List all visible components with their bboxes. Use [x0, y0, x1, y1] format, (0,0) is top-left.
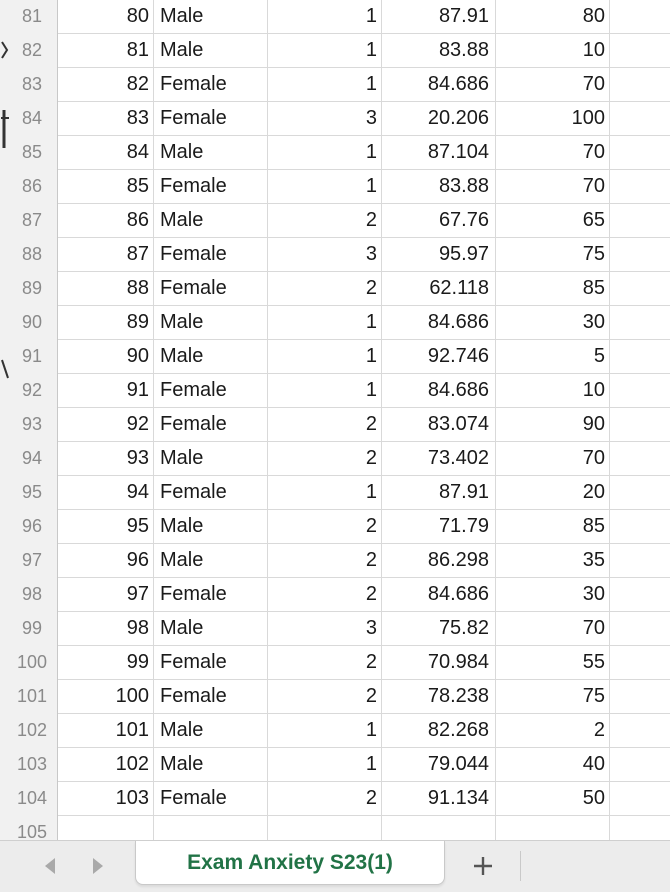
- table-row: [0, 0, 670, 34]
- row-header[interactable]: 83: [0, 68, 58, 102]
- cell-score[interactable]: 79.044: [382, 748, 496, 782]
- cell-rank[interactable]: 3: [268, 102, 382, 136]
- cell-score[interactable]: 84.686: [382, 578, 496, 612]
- cell-score[interactable]: 92.746: [382, 340, 496, 374]
- cell-score[interactable]: 78.238: [382, 680, 496, 714]
- cell-id[interactable]: 81: [58, 34, 154, 68]
- cell-empty[interactable]: [610, 680, 670, 714]
- cell-id[interactable]: 92: [58, 408, 154, 442]
- row-header[interactable]: 103: [0, 748, 58, 782]
- cell-gender[interactable]: Male: [154, 340, 268, 374]
- table-row: [0, 68, 670, 102]
- cell-id[interactable]: 88: [58, 272, 154, 306]
- cell-empty[interactable]: [610, 68, 670, 102]
- cell-empty[interactable]: [610, 442, 670, 476]
- row-header[interactable]: 99: [0, 612, 58, 646]
- cell-anxiety[interactable]: 5: [496, 340, 610, 374]
- cell-empty[interactable]: [610, 646, 670, 680]
- cell-empty[interactable]: [610, 510, 670, 544]
- cell-gender[interactable]: Female: [154, 408, 268, 442]
- table-row: [0, 34, 670, 68]
- cell-gender[interactable]: Female: [154, 646, 268, 680]
- table-row: [0, 340, 670, 374]
- cell-anxiety[interactable]: 70: [496, 612, 610, 646]
- cell-rank[interactable]: 1: [268, 170, 382, 204]
- cell-anxiety[interactable]: 10: [496, 34, 610, 68]
- cell-id[interactable]: 93: [58, 442, 154, 476]
- cell-gender[interactable]: Male: [154, 714, 268, 748]
- cell-empty[interactable]: [610, 204, 670, 238]
- cell-rank[interactable]: 1: [268, 34, 382, 68]
- row-header[interactable]: 105: [0, 816, 58, 840]
- cell-id[interactable]: 90: [58, 340, 154, 374]
- cell-anxiety[interactable]: 55: [496, 646, 610, 680]
- table-row: [0, 612, 670, 646]
- cell-empty[interactable]: [610, 782, 670, 816]
- cell-empty[interactable]: [610, 340, 670, 374]
- plus-icon[interactable]: [468, 851, 498, 881]
- cell-gender[interactable]: Female: [154, 272, 268, 306]
- cell-score[interactable]: 20.206: [382, 102, 496, 136]
- cell-empty[interactable]: [610, 374, 670, 408]
- table-row: [0, 680, 670, 714]
- cell-rank[interactable]: 3: [268, 612, 382, 646]
- cell-anxiety[interactable]: 75: [496, 680, 610, 714]
- cell-gender[interactable]: Female: [154, 578, 268, 612]
- cell-empty[interactable]: [610, 714, 670, 748]
- cell-gender[interactable]: [154, 816, 268, 840]
- cell-anxiety[interactable]: 20: [496, 476, 610, 510]
- cell-empty[interactable]: [610, 170, 670, 204]
- cell-anxiety[interactable]: 85: [496, 510, 610, 544]
- cell-gender[interactable]: Female: [154, 374, 268, 408]
- cell-gender[interactable]: Female: [154, 680, 268, 714]
- row-header[interactable]: 81: [0, 0, 58, 34]
- table-row: [0, 306, 670, 340]
- cell-anxiety[interactable]: 2: [496, 714, 610, 748]
- cell-anxiety[interactable]: 30: [496, 306, 610, 340]
- cell-id[interactable]: 82: [58, 68, 154, 102]
- table-row: [0, 408, 670, 442]
- cell-anxiety[interactable]: 35: [496, 544, 610, 578]
- row-header[interactable]: 88: [0, 238, 58, 272]
- cell-id[interactable]: 97: [58, 578, 154, 612]
- row-header[interactable]: 97: [0, 544, 58, 578]
- cell-anxiety[interactable]: 50: [496, 782, 610, 816]
- table-row: [0, 544, 670, 578]
- cell-rank[interactable]: 1: [268, 748, 382, 782]
- triangle-left-icon[interactable]: [38, 854, 62, 878]
- cell-score[interactable]: 87.104: [382, 136, 496, 170]
- cell-rank[interactable]: 1: [268, 340, 382, 374]
- triangle-right-icon[interactable]: [86, 854, 110, 878]
- cell-score[interactable]: 75.82: [382, 612, 496, 646]
- table-row: [0, 510, 670, 544]
- table-row: [0, 578, 670, 612]
- row-header[interactable]: 90: [0, 306, 58, 340]
- cell-id[interactable]: 102: [58, 748, 154, 782]
- cell-empty[interactable]: [610, 238, 670, 272]
- row-header[interactable]: 85: [0, 136, 58, 170]
- cell-score[interactable]: 70.984: [382, 646, 496, 680]
- cell-gender[interactable]: Female: [154, 782, 268, 816]
- cell-anxiety[interactable]: 65: [496, 204, 610, 238]
- cell-gender[interactable]: Male: [154, 510, 268, 544]
- sheet-tab-active[interactable]: Exam Anxiety S23(1): [135, 841, 445, 885]
- cell-empty[interactable]: [610, 544, 670, 578]
- cell-gender[interactable]: Female: [154, 476, 268, 510]
- cell-gender[interactable]: Female: [154, 102, 268, 136]
- cell-rank[interactable]: 2: [268, 442, 382, 476]
- table-row: [0, 476, 670, 510]
- table-row: [0, 136, 670, 170]
- cell-id[interactable]: 101: [58, 714, 154, 748]
- table-row: [0, 102, 670, 136]
- cell-anxiety[interactable]: 75: [496, 238, 610, 272]
- table-row: [0, 782, 670, 816]
- row-header[interactable]: 89: [0, 272, 58, 306]
- cell-id[interactable]: 83: [58, 102, 154, 136]
- cell-empty[interactable]: [610, 34, 670, 68]
- cell-anxiety[interactable]: 10: [496, 374, 610, 408]
- cell-score[interactable]: 84.686: [382, 306, 496, 340]
- cell-empty[interactable]: [610, 476, 670, 510]
- cell-score[interactable]: 84.686: [382, 374, 496, 408]
- cell-rank[interactable]: 1: [268, 714, 382, 748]
- cell-rank[interactable]: 2: [268, 578, 382, 612]
- cell-anxiety[interactable]: 100: [496, 102, 610, 136]
- table-row: [0, 272, 670, 306]
- cell-anxiety[interactable]: 70: [496, 68, 610, 102]
- table-row: [0, 204, 670, 238]
- cell-rank[interactable]: 1: [268, 476, 382, 510]
- cell-rank[interactable]: 2: [268, 204, 382, 238]
- cell-rank[interactable]: 1: [268, 0, 382, 34]
- row-header[interactable]: 96: [0, 510, 58, 544]
- table-row: [0, 238, 670, 272]
- row-header[interactable]: 98: [0, 578, 58, 612]
- cell-rank[interactable]: 1: [268, 306, 382, 340]
- cell-id[interactable]: 95: [58, 510, 154, 544]
- cell-score[interactable]: 87.91: [382, 0, 496, 34]
- cell-gender[interactable]: Female: [154, 68, 268, 102]
- cell-anxiety[interactable]: [496, 816, 610, 840]
- cell-empty[interactable]: [610, 306, 670, 340]
- cell-id[interactable]: 103: [58, 782, 154, 816]
- cell-empty[interactable]: [610, 408, 670, 442]
- cell-anxiety[interactable]: 80: [496, 0, 610, 34]
- cell-score[interactable]: 73.402: [382, 442, 496, 476]
- row-header[interactable]: 93: [0, 408, 58, 442]
- table-row: [0, 816, 670, 840]
- cell-empty[interactable]: [610, 612, 670, 646]
- cell-empty[interactable]: [610, 272, 670, 306]
- cell-score[interactable]: 84.686: [382, 68, 496, 102]
- cell-rank[interactable]: 2: [268, 544, 382, 578]
- cell-score[interactable]: 86.298: [382, 544, 496, 578]
- cell-gender[interactable]: Female: [154, 170, 268, 204]
- cell-gender[interactable]: Male: [154, 34, 268, 68]
- cell-id[interactable]: 80: [58, 0, 154, 34]
- cell-gender[interactable]: Male: [154, 136, 268, 170]
- cell-rank[interactable]: 2: [268, 646, 382, 680]
- cell-gender[interactable]: Female: [154, 238, 268, 272]
- cell-gender[interactable]: Male: [154, 442, 268, 476]
- cell-id[interactable]: 99: [58, 646, 154, 680]
- cell-score[interactable]: 87.91: [382, 476, 496, 510]
- cell-rank[interactable]: 2: [268, 680, 382, 714]
- row-header[interactable]: 94: [0, 442, 58, 476]
- cell-score[interactable]: [382, 816, 496, 840]
- row-header[interactable]: 92: [0, 374, 58, 408]
- cell-empty[interactable]: [610, 136, 670, 170]
- cell-id[interactable]: 98: [58, 612, 154, 646]
- row-header[interactable]: 82: [0, 34, 58, 68]
- row-header[interactable]: 87: [0, 204, 58, 238]
- cell-score[interactable]: 83.88: [382, 34, 496, 68]
- cell-gender[interactable]: Male: [154, 0, 268, 34]
- cell-rank[interactable]: 1: [268, 136, 382, 170]
- cell-rank[interactable]: 1: [268, 68, 382, 102]
- table-row: [0, 646, 670, 680]
- cell-anxiety[interactable]: 70: [496, 136, 610, 170]
- row-header[interactable]: 104: [0, 782, 58, 816]
- cell-id[interactable]: 89: [58, 306, 154, 340]
- row-header[interactable]: 91: [0, 340, 58, 374]
- cell-anxiety[interactable]: 70: [496, 170, 610, 204]
- cell-empty[interactable]: [610, 102, 670, 136]
- cell-id[interactable]: 85: [58, 170, 154, 204]
- cell-anxiety[interactable]: 40: [496, 748, 610, 782]
- cell-id[interactable]: 96: [58, 544, 154, 578]
- cell-rank[interactable]: 2: [268, 408, 382, 442]
- cell-id[interactable]: 91: [58, 374, 154, 408]
- cell-id[interactable]: 86: [58, 204, 154, 238]
- cell-rank[interactable]: 2: [268, 510, 382, 544]
- table-row: [0, 748, 670, 782]
- cell-empty[interactable]: [610, 0, 670, 34]
- cell-gender[interactable]: Male: [154, 544, 268, 578]
- cell-empty[interactable]: [610, 816, 670, 840]
- cell-id[interactable]: 84: [58, 136, 154, 170]
- cell-score[interactable]: 95.97: [382, 238, 496, 272]
- cell-empty[interactable]: [610, 578, 670, 612]
- row-header[interactable]: 84: [0, 102, 58, 136]
- cell-empty[interactable]: [610, 748, 670, 782]
- cell-score[interactable]: 62.118: [382, 272, 496, 306]
- cell-anxiety[interactable]: 30: [496, 578, 610, 612]
- table-row: [0, 374, 670, 408]
- row-header[interactable]: 101: [0, 680, 58, 714]
- cell-score[interactable]: 67.76: [382, 204, 496, 238]
- cell-anxiety[interactable]: 70: [496, 442, 610, 476]
- cell-score[interactable]: 83.074: [382, 408, 496, 442]
- row-header[interactable]: 95: [0, 476, 58, 510]
- sheet-tab-bar: [0, 840, 670, 892]
- row-header[interactable]: 86: [0, 170, 58, 204]
- cell-rank[interactable]: 2: [268, 782, 382, 816]
- table-row: [0, 442, 670, 476]
- row-header[interactable]: 102: [0, 714, 58, 748]
- cell-score[interactable]: 71.79: [382, 510, 496, 544]
- cell-rank[interactable]: 1: [268, 374, 382, 408]
- cell-anxiety[interactable]: 90: [496, 408, 610, 442]
- cell-gender[interactable]: Male: [154, 612, 268, 646]
- cell-rank[interactable]: 2: [268, 272, 382, 306]
- cell-gender[interactable]: Male: [154, 748, 268, 782]
- cell-score[interactable]: 82.268: [382, 714, 496, 748]
- row-header[interactable]: 100: [0, 646, 58, 680]
- cell-rank[interactable]: 3: [268, 238, 382, 272]
- cell-id[interactable]: [58, 816, 154, 840]
- table-row: [0, 714, 670, 748]
- tab-divider: [520, 851, 521, 881]
- cell-score[interactable]: 91.134: [382, 782, 496, 816]
- cell-score[interactable]: 83.88: [382, 170, 496, 204]
- cell-anxiety[interactable]: 85: [496, 272, 610, 306]
- cell-id[interactable]: 100: [58, 680, 154, 714]
- table-row: [0, 170, 670, 204]
- cell-rank[interactable]: [268, 816, 382, 840]
- cell-gender[interactable]: Male: [154, 306, 268, 340]
- cell-gender[interactable]: Male: [154, 204, 268, 238]
- cell-id[interactable]: 87: [58, 238, 154, 272]
- cell-id[interactable]: 94: [58, 476, 154, 510]
